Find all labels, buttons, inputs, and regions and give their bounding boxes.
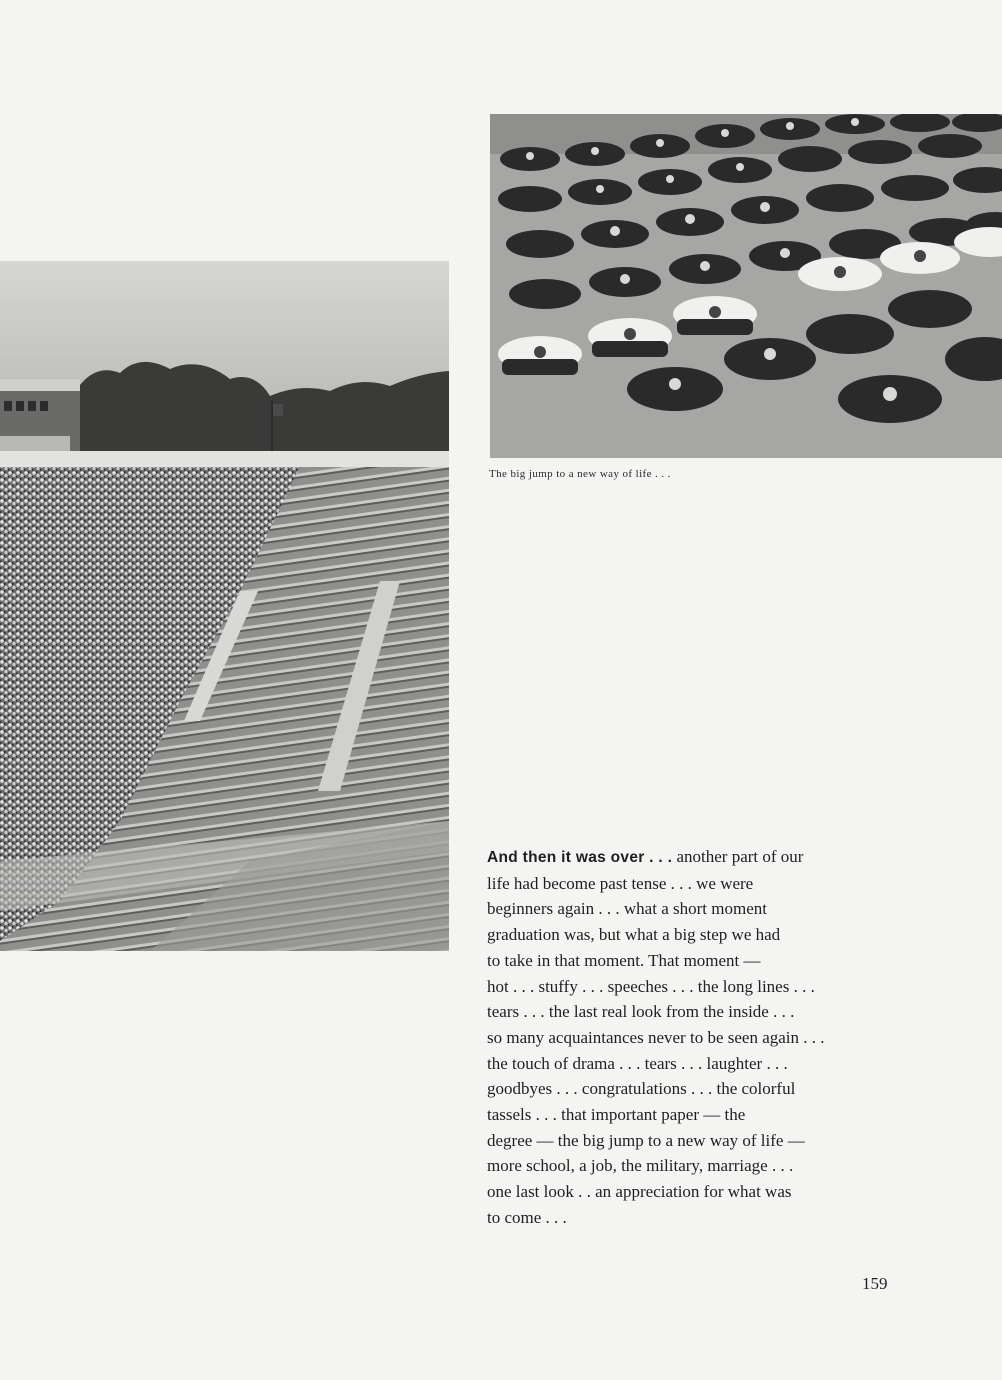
article-line: beginners again . . . what a short moment (487, 899, 767, 919)
article-line: tassels . . . that important paper — the (487, 1105, 746, 1125)
article-line: hot . . . stuffy . . . speeches . . . the long lines . . . (487, 976, 815, 996)
article-line: so many acquaintances never to be seen again . . . (487, 1027, 825, 1047)
article-line: more school, a job, the military, marriage . . . (487, 1156, 794, 1176)
article-line: graduation was, but what a big step we had (487, 925, 781, 945)
article-line: to take in that moment. That moment — (487, 950, 761, 970)
article-line (487, 844, 897, 871)
military-caps-photo (490, 114, 1002, 458)
stadium-crowd-photo (0, 261, 449, 951)
article-lead: And then it was over . . . (487, 849, 673, 866)
article-line: degree — the big jump to a new way of life — (487, 1130, 805, 1150)
article-line: the touch of drama . . . tears . . . laughter . . . (487, 1053, 788, 1073)
article-line: one last look . . an appreciation for what was (487, 1182, 792, 1202)
page-number: 159 (862, 1274, 888, 1293)
article-line: life had become past tense . . . we were (487, 873, 754, 893)
article-line: to come . . . (487, 1207, 567, 1227)
article-line: goodbyes . . . congratulations . . . the colorful (487, 1079, 796, 1099)
caps-photo-caption: The big jump to a new way of life . . . (489, 468, 671, 480)
article-body (487, 844, 897, 1231)
article-line-text: another part of our (672, 847, 804, 866)
stadium-photo-graphic (0, 261, 449, 951)
caps-photo-graphic (490, 114, 1002, 458)
article-line: tears . . . the last real look from the inside . . . (487, 1002, 795, 1022)
